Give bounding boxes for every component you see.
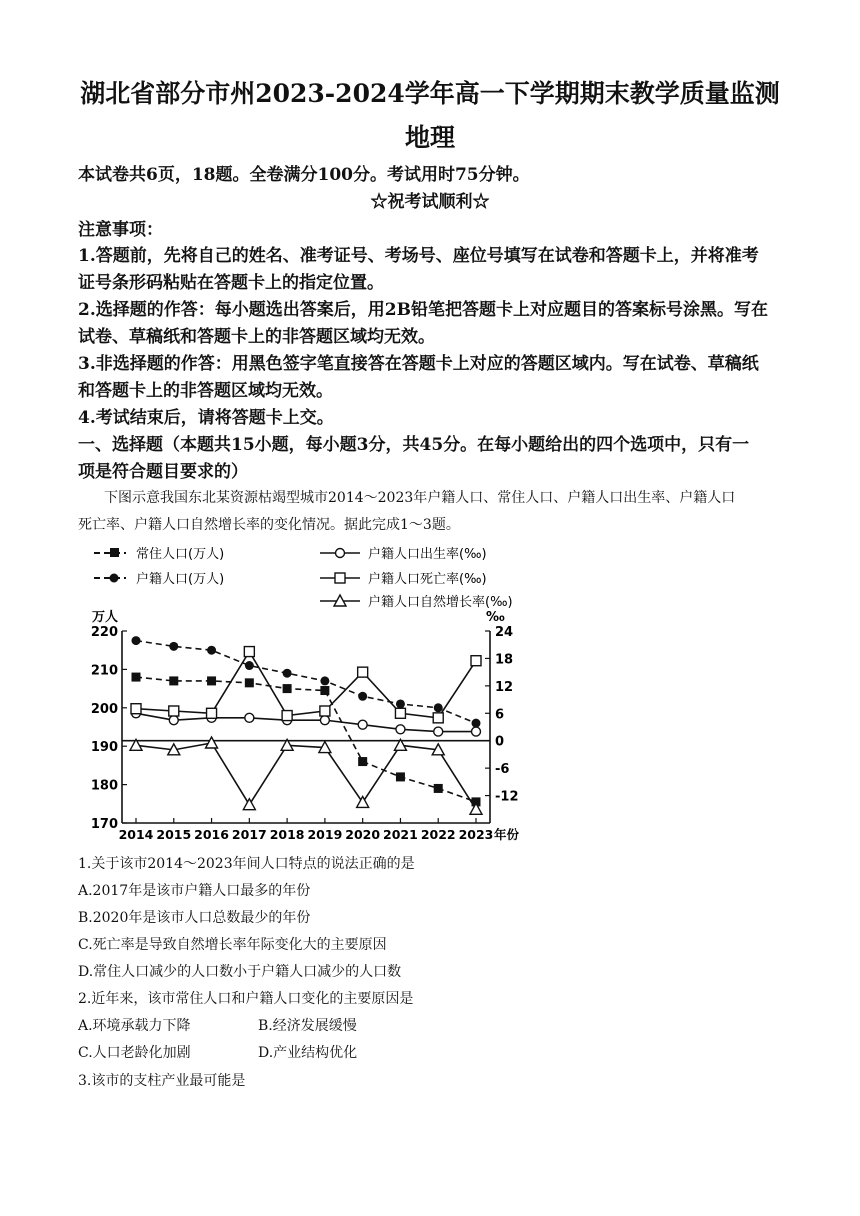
data-point [131,704,141,714]
note-line: 3.非选择题的作答：用黑色签字笔直接答在答题卡上对应的答题区域内。写在试卷、草稿纸 [78,354,759,374]
notes-title: 注意事项： [78,220,163,240]
option-a[interactable]: A.2017年是该市户籍人口最多的年份 [78,883,311,899]
option-d[interactable]: D.常住人口减少的人口数小于户籍人口减少的人口数 [78,964,402,980]
question-stem: 2.近年来，该市常住人口和户籍人口变化的主要原因是 [78,991,414,1007]
intro-line: 下图示意我国东北某资源枯竭型城市2014～2023年户籍人口、常住人口、户籍人口出生率、户籍人口 [104,490,736,506]
data-point [283,684,292,693]
legend-left [94,546,224,587]
question-stem: 3.该市的支柱产业最可能是 [78,1073,246,1089]
x-tick-label: 2021 [383,827,418,842]
legend-item [320,546,487,562]
series-line [136,652,476,718]
x-tick-label: 2023 [458,827,494,842]
x-tick-label: 2020 [345,827,381,842]
section-heading: 一、选择题（本题共15小题，每小题3分，共45分。在每小题给出的四个选项中，只有一 [78,435,750,455]
legend-label: 户籍人口死亡率(‰) [368,572,487,587]
option-b[interactable]: B.2020年是该市人口总数最少的年份 [78,910,311,926]
x-tick-label: 2017 [231,827,267,842]
note-line: 试卷、草稿纸和答题卡上的非答题区域均无效。 [78,327,435,347]
left-tick-label: 220 [90,625,118,640]
left-tick-label: 210 [90,663,118,679]
intro-line: 死亡率、户籍人口自然增长率的变化情况。据此完成1～3题。 [78,517,460,533]
data-point [433,713,443,723]
x-tick-label: 2019 [307,827,343,842]
data-point [245,678,254,687]
note-line: 和答题卡上的非答题区域均无效。 [78,381,333,401]
x-tick-label: 2016 [194,827,229,842]
x-tick-label: 2015 [156,827,192,842]
data-point [358,720,367,729]
left-axis-unit: 万人 [92,610,119,625]
data-point [395,708,405,718]
right-tick-label: -12 [495,789,519,805]
data-point [396,699,405,708]
legend-label: 常住人口(万人) [136,547,225,562]
wish-line: ☆祝考试顺利☆ [370,192,490,212]
right-tick-label: -6 [495,762,510,778]
data-point [207,646,216,655]
series-line [136,743,476,809]
data-point [207,676,216,685]
x-tick-label: 2018 [269,827,305,842]
right-axis-unit: ‰ [486,610,505,625]
question-stem: 1.关于该市2014～2023年间人口特点的说法正确的是 [78,856,415,872]
section-heading: 项是符合题目要求的） [78,462,248,482]
data-point [357,796,369,807]
data-point [472,719,481,728]
data-point [282,711,292,721]
right-tick-label: 24 [495,625,514,640]
data-point [169,716,178,725]
legend-item [320,595,513,610]
data-point [434,784,443,793]
option-c[interactable]: C.死亡率是导致自然增长率年际变化大的主要原因 [78,937,387,953]
right-tick-label: 18 [495,652,514,668]
data-point [132,636,141,645]
data-point [471,656,481,666]
data-point [283,669,292,678]
x-tick-label: 2022 [420,827,456,842]
option-a[interactable]: A.环境承载力下降 [78,1018,191,1034]
legend-item [94,546,224,562]
series-line [136,677,476,802]
plot-area [91,625,520,842]
data-point [434,703,443,712]
data-point [244,647,254,657]
right-tick-label: 12 [495,679,514,695]
legend-item [94,572,224,587]
data-point [169,642,178,651]
legend-item [320,572,487,587]
data-point [320,686,329,695]
exam-info: 本试卷共6页，18题。全卷满分100分。考试用时75分钟。 [78,165,530,185]
left-tick-label: 200 [90,701,118,717]
series-line [136,641,476,724]
data-point [245,661,254,670]
left-tick-label: 170 [90,817,118,832]
data-point [207,708,217,718]
legend-right [320,546,513,610]
data-point [358,692,367,701]
note-line: 证号条形码粘贴在答题卡上的指定位置。 [78,273,384,293]
right-tick-label: 0 [495,734,505,750]
note-line: 1.答题前，先将自己的姓名、准考证号、考场号、座位号填写在试卷和答题卡上，并将准考 [78,246,759,266]
left-tick-label: 180 [90,778,118,794]
subject-title: 地理 [404,123,455,152]
x-axis-label: 年份 [494,827,520,842]
data-point [169,676,178,685]
data-point [396,725,405,734]
data-point [472,727,481,736]
data-point [320,706,330,716]
legend-label: 户籍人口自然增长率(‰) [368,595,513,610]
data-point [169,706,179,716]
note-line: 2.选择题的作答：每小题选出答案后，用2B铅笔把答题卡上对应题目的答案标号涂黑。写在 [78,300,768,320]
data-point [206,737,218,748]
data-point [396,772,405,781]
data-point [320,716,329,725]
legend-label: 户籍人口出生率(‰) [368,547,487,562]
data-point [320,676,329,685]
data-point [245,713,254,722]
option-c[interactable]: C.人口老龄化加剧 [78,1045,191,1061]
population-chart [78,535,538,845]
x-tick-label: 2014 [118,827,154,842]
data-point [434,727,443,736]
data-point [358,757,367,766]
legend-label: 户籍人口(万人) [136,572,225,587]
right-tick-label: 6 [495,707,505,723]
option-d[interactable]: D.产业结构优化 [258,1045,358,1061]
note-line: 4.考试结束后，请将答题卡上交。 [78,408,334,428]
exam-title: 湖北省部分市州2023-2024学年高一下学期期末教学质量监测 [80,79,780,108]
data-point [358,667,368,677]
data-point [132,673,141,682]
option-b[interactable]: B.经济发展缓慢 [258,1018,357,1034]
data-point [243,799,255,810]
left-tick-label: 190 [90,740,118,756]
